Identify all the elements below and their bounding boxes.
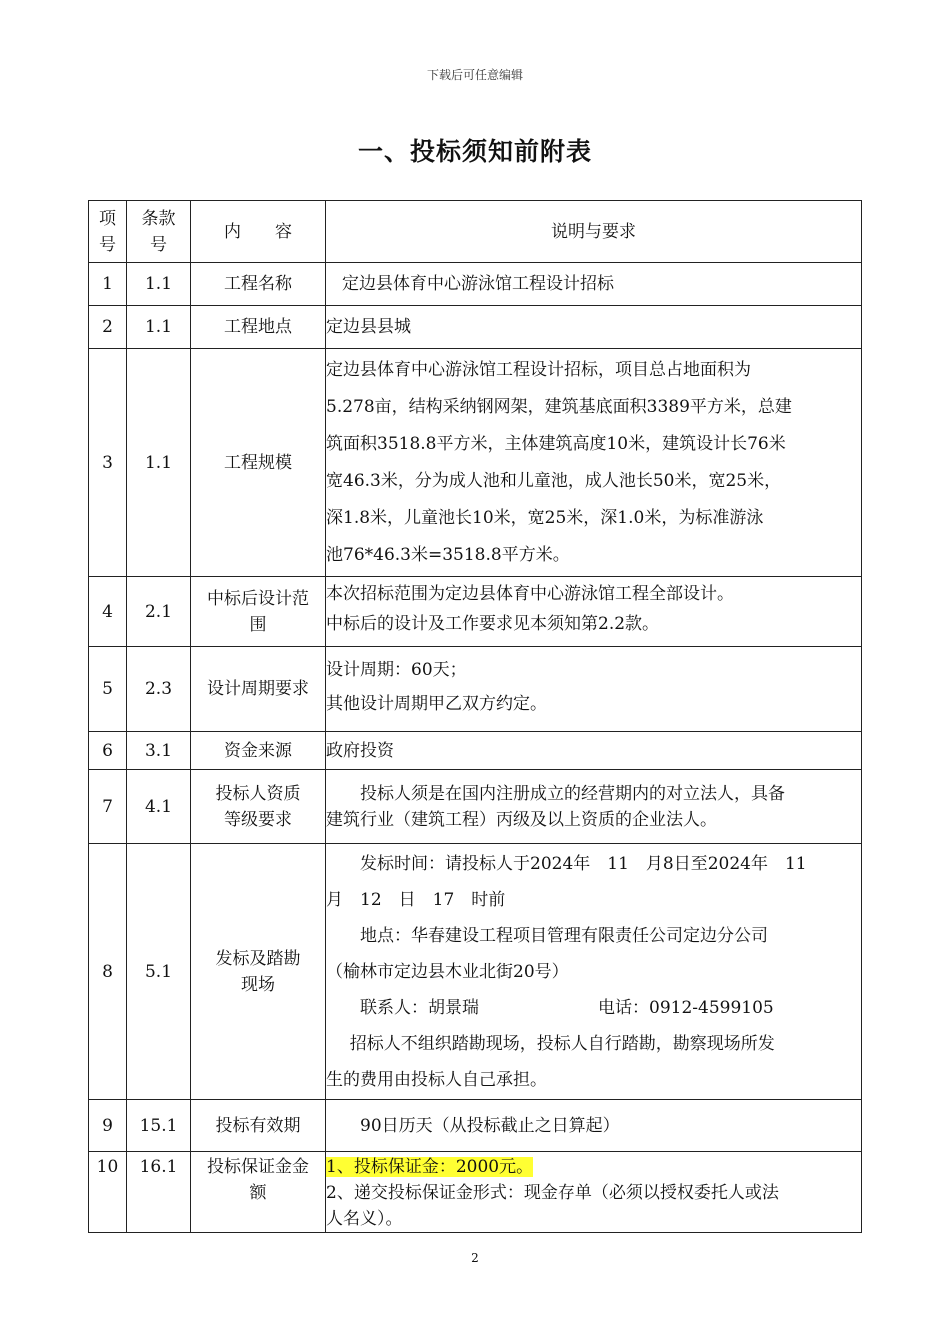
row-desc: 设计周期：60天； 其他设计周期甲乙双方约定。 [326,647,862,732]
row-clause: 2.1 [127,577,191,647]
row-desc: 1、投标保证金：2000元。 2、递交投标保证金形式：现金存单（必须以授权委托人或法 人名义）。 [326,1152,862,1233]
row-desc: 政府投资 [326,732,862,770]
row-item: 中标后设计范 围 [191,577,326,647]
row-no: 10 [89,1152,127,1233]
row-clause: 5.1 [127,844,191,1100]
row-clause: 2.3 [127,647,191,732]
row-no: 5 [89,647,127,732]
row-desc: 定边县体育中心游泳馆工程设计招标 [326,263,862,306]
row-item: 工程规模 [191,349,326,577]
row-desc: 发标时间：请投标人于2024年 11 月8日至2024年 11 月 12 日 17 时前 地点：华春建设工程项目管理有限责任公司定边分公司 （榆林市定边县木业北街20号） 联系人：胡景瑞 电话：0912-4599105 招标人不组织踏勘现场，投标人自行踏勘，勘察现场所发 生的费用由投标人自己承担。 [326,844,862,1100]
row-desc: 本次招标范围为定边县体育中心游泳馆工程全部设计。 中标后的设计及工作要求见本须知第2.2款。 [326,577,862,647]
header-no: 项 号 [89,201,127,263]
row-desc: 投标人须是在国内注册成立的经营期内的对立法人，具备 建筑行业（建筑工程）丙级及以上资质的企业法人。 [326,770,862,844]
row-no: 8 [89,844,127,1100]
row-desc: 定边县县城 [326,306,862,349]
row-clause: 1.1 [127,263,191,306]
header-content: 内 容 [191,201,326,263]
row-clause: 1.1 [127,306,191,349]
row-clause: 15.1 [127,1100,191,1152]
row-no: 3 [89,349,127,577]
row-no: 7 [89,770,127,844]
page-number: 2 [471,1251,479,1265]
table-row [89,577,862,647]
bid-notice-table [88,200,862,1233]
row-item: 资金来源 [191,732,326,770]
header-note: 下载后可任意编辑 [426,68,523,82]
row-item: 投标人资质 等级要求 [191,770,326,844]
row-clause: 1.1 [127,349,191,577]
row-clause: 4.1 [127,770,191,844]
row-no: 9 [89,1100,127,1152]
row-item: 投标有效期 [191,1100,326,1152]
row-item: 发标及踏勘 现场 [191,844,326,1100]
header-desc: 说明与要求 [326,201,862,263]
row-no: 2 [89,306,127,349]
row-clause: 16.1 [127,1152,191,1233]
row-no: 1 [89,263,127,306]
table-row [89,263,862,306]
row-item: 工程地点 [191,306,326,349]
table-row [89,1152,862,1233]
row-no: 6 [89,732,127,770]
table-row [89,770,862,844]
row-desc: 定边县体育中心游泳馆工程设计招标，项目总占地面积为 5.278亩，结构采纳钢网架，建筑基底面积3389平方米，总建 筑面积3518.8平方米，主体建筑高度10米，建筑设计长76米 宽46.3米，分为成人池和儿童池，成人池长50米，宽25米， 深1.8米，儿童池长10米，宽25米，深1.0米，为标准游泳 池76*46.3米=3518.8平方米。 [326,349,862,577]
table-row [89,349,862,577]
row-clause: 3.1 [127,732,191,770]
table-row [89,732,862,770]
header-clause: 条款 号 [127,201,191,263]
table-header-row [89,201,862,263]
page-title: 一、投标须知前附表 [357,137,592,166]
row-item: 投标保证金金 额 [191,1152,326,1233]
table-row [89,844,862,1100]
table-row [89,647,862,732]
table-row [89,306,862,349]
row-item: 设计周期要求 [191,647,326,732]
table-row [89,1100,862,1152]
row-no: 4 [89,577,127,647]
highlighted-deposit: 1、投标保证金：2000元。 [326,1157,534,1177]
row-desc: 90日历天（从投标截止之日算起） [326,1100,862,1152]
row-item: 工程名称 [191,263,326,306]
